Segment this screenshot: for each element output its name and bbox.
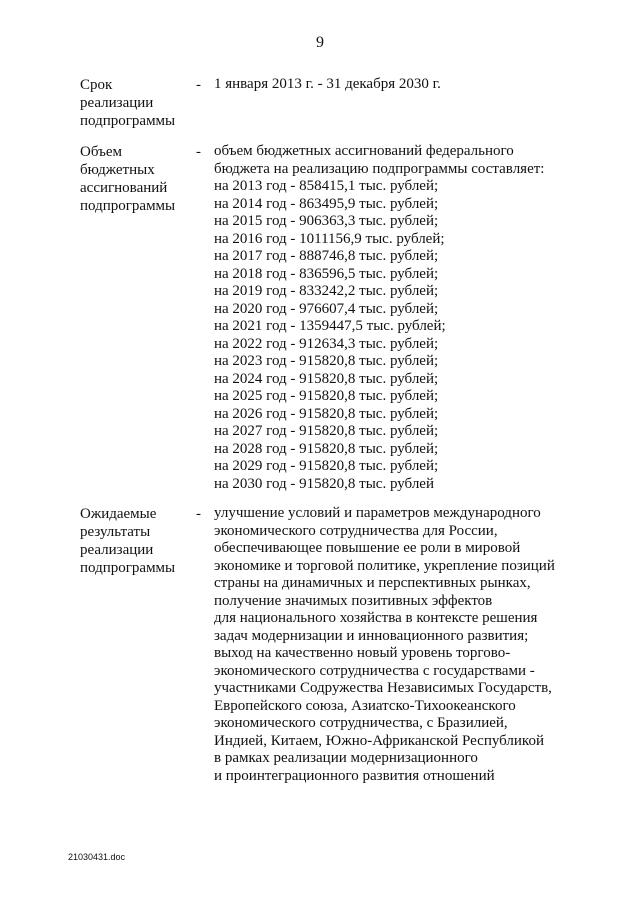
text-line: на 2020 год - 976607,4 тыс. рублей; xyxy=(214,300,439,317)
text-line: на 2030 год - 915820,8 тыс. рублей xyxy=(214,475,434,492)
text-line: на 2017 год - 888746,8 тыс. рублей; xyxy=(214,248,439,264)
text-line: объем бюджетных ассигнований федерального xyxy=(214,143,514,159)
text-line: на 2025 год - 915820,8 тыс. рублей; xyxy=(214,388,439,404)
section-dash: - xyxy=(196,144,201,160)
text-line: обеспечивающее повышение ее роли в мировой xyxy=(214,540,521,556)
text-line: получение значимых позитивных эффектов xyxy=(214,592,493,609)
text-line: задач модернизации и инновационного развития; xyxy=(214,627,529,644)
text-line: экономического сотрудничества для России, xyxy=(214,522,498,539)
text-line: на 2028 год - 915820,8 тыс. рублей; xyxy=(214,440,439,457)
footer-filename: 21030431.doc xyxy=(68,852,126,862)
text-line: на 2016 год - 1011156,9 тыс. рублей; xyxy=(214,230,445,247)
text-line: на 2029 год - 915820,8 тыс. рублей; xyxy=(214,458,439,474)
text-line: и проинтеграционного развития отношений xyxy=(214,767,495,784)
text-line: на 2024 год - 915820,8 тыс. рублей; xyxy=(214,370,439,387)
text-line: на 2018 год - 836596,5 тыс. рублей; xyxy=(214,265,439,282)
text-line: на 2015 год - 906363,3 тыс. рублей; xyxy=(214,213,439,229)
section-body xyxy=(214,505,584,785)
section-label: Ожидаемые результаты реализации подпрограммы xyxy=(80,506,176,576)
section-body xyxy=(214,76,584,94)
text-line: участниками Содружества Независимых Государств, xyxy=(214,680,552,696)
text-line: на 2023 год - 915820,8 тыс. рублей; xyxy=(214,353,439,369)
text-line: экономического сотрудничества, с Бразилией, xyxy=(214,715,508,731)
text-line: на 2026 год - 915820,8 тыс. рублей; xyxy=(214,405,439,422)
text-line: Европейского союза, Азиатско-Тихоокеанского xyxy=(214,697,516,714)
text-line: на 2027 год - 915820,8 тыс. рублей; xyxy=(214,423,439,439)
text-line: страны на динамичных и перспективных рынках, xyxy=(214,575,531,591)
section-label: Срок реализации подпрограммы xyxy=(80,77,176,129)
text-line: 1 января 2013 г. - 31 декабря 2030 г. xyxy=(214,76,441,92)
text-line: Индией, Китаем, Южно-Африканской Республикой xyxy=(214,732,544,749)
text-line: экономического сотрудничества с государствами - xyxy=(214,662,535,679)
text-line: улучшение условий и параметров международного xyxy=(214,505,541,521)
section-body xyxy=(214,143,584,493)
text-line: на 2014 год - 863495,9 тыс. рублей; xyxy=(214,195,439,212)
text-line: для национального хозяйства в контексте решения xyxy=(214,610,538,626)
text-line: бюджета на реализацию подпрограммы составляет: xyxy=(214,160,545,177)
text-line: на 2021 год - 1359447,5 тыс. рублей; xyxy=(214,318,446,334)
text-line: экономике и торговой политике, укрепление позиций xyxy=(214,557,555,574)
text-line: на 2013 год - 858415,1 тыс. рублей; xyxy=(214,178,439,194)
text-line: на 2019 год - 833242,2 тыс. рублей; xyxy=(214,283,439,299)
page-number: 9 xyxy=(316,34,324,51)
section-dash: - xyxy=(196,77,201,93)
text-line: в рамках реализации модернизационного xyxy=(214,750,478,766)
section-label: Объем бюджетных ассигнований подпрограммы xyxy=(80,144,176,214)
section-dash: - xyxy=(196,506,201,522)
text-line: выход на качественно новый уровень торгово- xyxy=(214,645,511,661)
text-line: на 2022 год - 912634,3 тыс. рублей; xyxy=(214,335,439,352)
